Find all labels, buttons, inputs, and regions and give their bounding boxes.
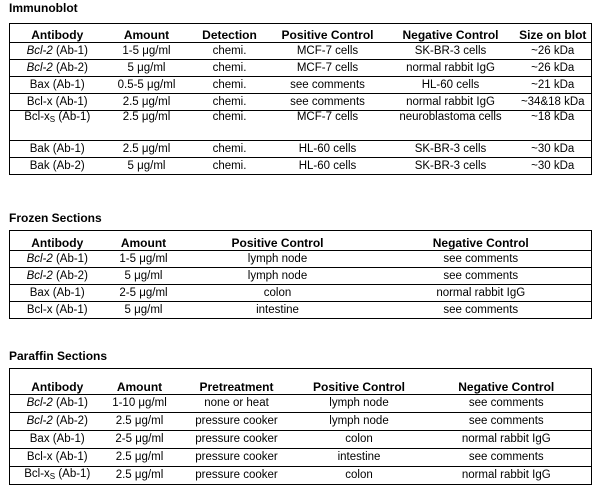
table-row [10, 413, 592, 431]
antibody-cell [10, 285, 103, 302]
antibody-name: Bcl-2 [26, 415, 53, 427]
amount-cell: 5 μg/ml [103, 302, 185, 319]
amount-cell: 1-5 μg/ml [103, 251, 185, 268]
amount-cell: 5 μg/ml [103, 268, 185, 285]
positive-control-cell: colon [297, 467, 422, 485]
positive-control-cell: colon [185, 285, 371, 302]
antibody-clone: (Ab-1) [55, 111, 91, 123]
antibody-subscript: S [49, 115, 56, 124]
immunoblot-heading: Immunoblot [9, 1, 78, 15]
positive-control-cell: intestine [185, 302, 371, 319]
antibody-name: Bcl-x [24, 111, 50, 123]
table-row [10, 268, 592, 285]
antibody-clone: (Ab-1) [52, 303, 88, 316]
table-row [10, 60, 592, 77]
negative-control-cell: SK-BR-3 cells [387, 158, 515, 175]
col-header-positive-control: Positive Control [297, 369, 422, 395]
table-header-row [10, 24, 592, 43]
size-cell: ~26 kDa [515, 43, 592, 60]
positive-control-cell: HL-60 cells [269, 141, 387, 158]
positive-control-cell: MCF-7 cells [269, 43, 387, 60]
amount-cell: 0.5-5 μg/ml [103, 77, 191, 94]
antibody-cell [10, 158, 103, 175]
negative-control-cell: see comments [371, 268, 592, 285]
positive-control-cell: lymph node [185, 268, 371, 285]
col-header-antibody: Antibody [10, 369, 103, 395]
antibody-name: Bcl-2 [26, 252, 53, 265]
negative-control-cell: HL-60 cells [387, 77, 515, 94]
negative-control-cell: normal rabbit IgG [387, 60, 515, 77]
antibody-name: Bcl-2 [26, 397, 53, 409]
detection-cell: chemi. [191, 141, 269, 158]
amount-cell: 5 μg/ml [103, 158, 191, 175]
table-row [10, 395, 592, 413]
amount-cell: 2.5 μg/ml [103, 111, 191, 141]
positive-control-cell: intestine [297, 449, 422, 467]
positive-control-cell: colon [297, 431, 422, 449]
positive-control-cell: lymph node [297, 413, 422, 431]
antibody-cell [10, 302, 103, 319]
antibody-cell [10, 94, 103, 111]
size-cell: ~34&18 kDa [515, 94, 592, 111]
antibody-name: Bcl-x [26, 95, 53, 108]
table-header-row [10, 231, 592, 251]
antibody-cell [10, 141, 103, 158]
col-header-pretreatment: Pretreatment [177, 369, 297, 395]
negative-control-cell: see comments [422, 449, 592, 467]
positive-control-cell: lymph node [185, 251, 371, 268]
table-row [10, 431, 592, 449]
antibody-clone: (Ab-2) [52, 61, 88, 74]
table-row [10, 141, 592, 158]
antibody-clone: (Ab-2) [52, 269, 88, 282]
col-header-negative-control: Negative Control [422, 369, 592, 395]
negative-control-cell: see comments [422, 395, 592, 413]
positive-control-cell: MCF-7 cells [269, 60, 387, 77]
size-cell: ~26 kDa [515, 60, 592, 77]
frozen-sections-heading: Frozen Sections [9, 211, 102, 225]
antibody-subscript: S [49, 472, 56, 481]
col-header-negative-control: Negative Control [387, 24, 515, 43]
antibody-name: Bax [29, 78, 50, 91]
antibody-clone: (Ab-2) [49, 159, 85, 172]
antibody-cell [10, 60, 103, 77]
antibody-clone: (Ab-1) [49, 142, 85, 155]
antibody-name: Bax [29, 286, 50, 299]
detection-cell: chemi. [191, 43, 269, 60]
amount-cell: 1-5 μg/ml [103, 43, 191, 60]
table-row [10, 302, 592, 319]
antibody-cell [10, 77, 103, 94]
antibody-name: Bcl-2 [26, 44, 53, 57]
amount-cell: 1-10 μg/ml [103, 395, 177, 413]
negative-control-cell: neuroblastoma cells [387, 111, 515, 141]
table-row [10, 77, 592, 94]
amount-cell: 2.5 μg/ml [103, 449, 177, 467]
antibody-clone: (Ab-1) [49, 286, 85, 299]
table-row [10, 94, 592, 111]
pretreatment-cell: pressure cooker [177, 449, 297, 467]
antibody-cell [10, 268, 103, 285]
negative-control-cell: see comments [422, 413, 592, 431]
col-header-antibody: Antibody [10, 231, 103, 251]
amount-cell: 2-5 μg/ml [103, 285, 185, 302]
antibody-name: Bcl-x [26, 303, 53, 316]
size-cell: ~18 kDa [515, 111, 592, 141]
amount-cell: 2.5 μg/ml [103, 94, 191, 111]
positive-control-cell: see comments [269, 94, 387, 111]
antibody-cell [10, 449, 103, 467]
antibody-cell [10, 467, 103, 485]
positive-control-cell: lymph node [297, 395, 422, 413]
detection-cell: chemi. [191, 158, 269, 175]
negative-control-cell: see comments [371, 251, 592, 268]
table-row [10, 251, 592, 268]
antibody-clone: (Ab-1) [49, 78, 85, 91]
detection-cell: chemi. [191, 111, 269, 141]
col-header-positive-control: Positive Control [185, 231, 371, 251]
pretreatment-cell: none or heat [177, 395, 297, 413]
paraffin-sections-heading: Paraffin Sections [9, 349, 108, 363]
col-header-size-on-blot: Size on blot [515, 24, 592, 43]
antibody-cell [10, 43, 103, 60]
negative-control-cell: normal rabbit IgG [422, 431, 592, 449]
negative-control-cell: normal rabbit IgG [371, 285, 592, 302]
amount-cell: 5 μg/ml [103, 60, 191, 77]
pretreatment-cell: pressure cooker [177, 431, 297, 449]
col-header-amount: Amount [103, 24, 191, 43]
detection-cell: chemi. [191, 77, 269, 94]
col-header-amount: Amount [103, 231, 185, 251]
antibody-clone: (Ab-1) [52, 252, 88, 265]
size-cell: ~30 kDa [515, 141, 592, 158]
antibody-clone: (Ab-1) [52, 451, 88, 463]
antibody-clone: (Ab-1) [55, 468, 91, 480]
negative-control-cell: normal rabbit IgG [422, 467, 592, 485]
antibody-cell [10, 431, 103, 449]
paraffin-sections-table [9, 368, 592, 485]
table-row [10, 158, 592, 175]
antibody-name: Bcl-x [26, 451, 53, 463]
positive-control-cell: HL-60 cells [269, 158, 387, 175]
table-row [10, 467, 592, 485]
col-header-detection: Detection [191, 24, 269, 43]
size-cell: ~30 kDa [515, 158, 592, 175]
table-row [10, 43, 592, 60]
positive-control-cell: MCF-7 cells [269, 111, 387, 141]
detection-cell: chemi. [191, 94, 269, 111]
antibody-name: Bcl-2 [26, 269, 53, 282]
col-header-positive-control: Positive Control [269, 24, 387, 43]
amount-cell: 2.5 μg/ml [103, 467, 177, 485]
antibody-clone: (Ab-2) [52, 415, 88, 427]
antibody-clone: (Ab-1) [52, 397, 88, 409]
antibody-clone: (Ab-1) [52, 95, 88, 108]
antibody-name: Bcl-x [24, 468, 50, 480]
antibody-name: Bak [29, 142, 50, 155]
antibody-cell [10, 395, 103, 413]
size-cell: ~21 kDa [515, 77, 592, 94]
amount-cell: 2.5 μg/ml [103, 141, 191, 158]
antibody-clone: (Ab-1) [49, 433, 85, 445]
frozen-sections-table [9, 230, 592, 319]
antibody-name: Bak [29, 159, 50, 172]
antibody-name: Bax [29, 433, 50, 445]
antibody-cell [10, 413, 103, 431]
col-header-antibody: Antibody [10, 24, 103, 43]
detection-cell: chemi. [191, 60, 269, 77]
amount-cell: 2-5 μg/ml [103, 431, 177, 449]
antibody-cell [10, 251, 103, 268]
pretreatment-cell: pressure cooker [177, 413, 297, 431]
antibody-clone: (Ab-1) [52, 44, 88, 57]
col-header-amount: Amount [103, 369, 177, 395]
negative-control-cell: see comments [371, 302, 592, 319]
pretreatment-cell: pressure cooker [177, 467, 297, 485]
col-header-negative-control: Negative Control [371, 231, 592, 251]
table-row [10, 285, 592, 302]
antibody-cell [10, 111, 103, 141]
table-row [10, 449, 592, 467]
negative-control-cell: SK-BR-3 cells [387, 43, 515, 60]
antibody-name: Bcl-2 [26, 61, 53, 74]
immunoblot-table [9, 23, 592, 175]
positive-control-cell: see comments [269, 77, 387, 94]
negative-control-cell: normal rabbit IgG [387, 94, 515, 111]
table-header-row [10, 369, 592, 395]
amount-cell: 2.5 μg/ml [103, 413, 177, 431]
table-row [10, 111, 592, 141]
negative-control-cell: SK-BR-3 cells [387, 141, 515, 158]
